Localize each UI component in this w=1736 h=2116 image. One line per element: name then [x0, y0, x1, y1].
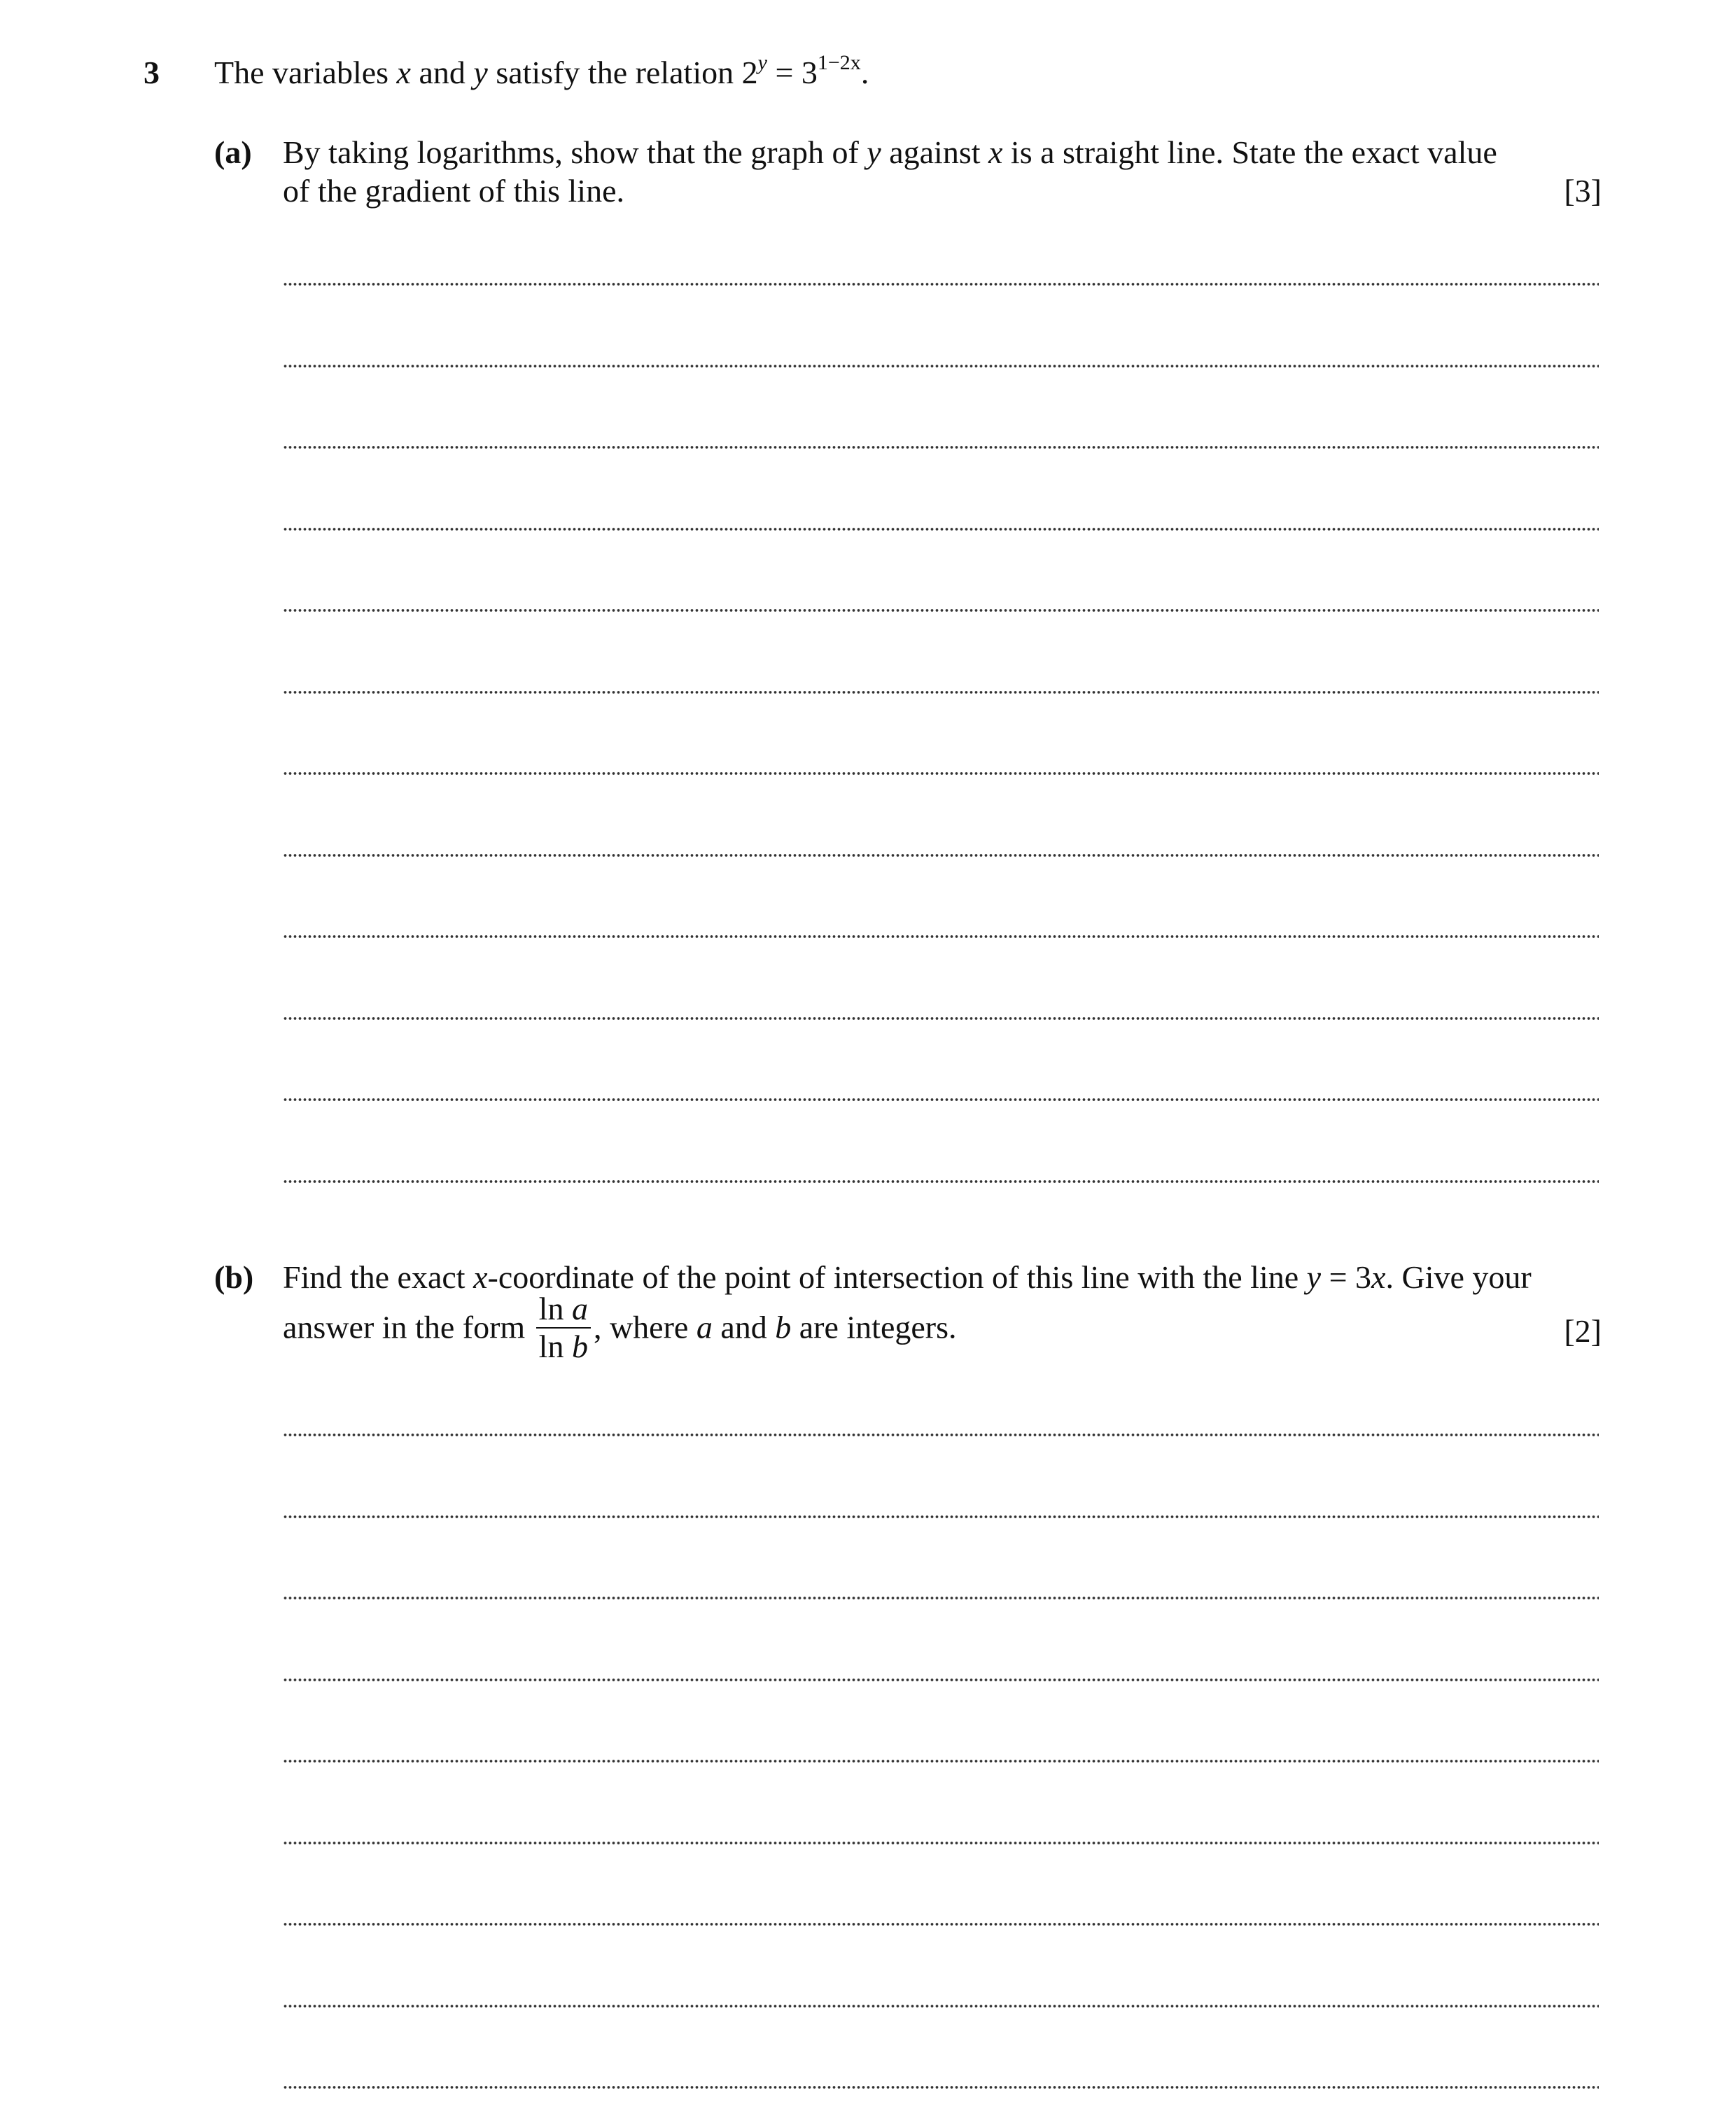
part-b-line2: answer in the form $\frac{\text{ln a}}{\text{ln b}}$ , where a and b are integers. [283, 1291, 957, 1364]
part-b-answer-line[interactable] [283, 1433, 1599, 1437]
part-a-line1: By taking logarithms, show that the graph of y against x is a straight line. State the exact value [283, 134, 1497, 170]
part-a-label: (a) [214, 134, 252, 170]
part-b-answer-line[interactable] [283, 1678, 1599, 1682]
part-b-line1: Find the exact x-coordinate of the point of intersection of this line with the line y = 3x. Give your [283, 1259, 1532, 1295]
part-a-answer-line[interactable] [283, 1098, 1599, 1102]
fraction-numerator: ln a [536, 1291, 591, 1329]
part-b-answer-line[interactable] [283, 1922, 1599, 1926]
part-b-answer-line[interactable] [283, 2004, 1599, 2008]
part-a-answer-line[interactable] [283, 690, 1599, 694]
part-b-answer-line[interactable] [283, 1515, 1599, 1519]
part-a-answer-line[interactable] [283, 934, 1599, 939]
part-b-answer-line[interactable] [283, 2085, 1599, 2089]
part-b-answer-line[interactable] [283, 1596, 1599, 1600]
part-a-answer-line[interactable] [283, 364, 1599, 368]
part-a-marks: [3] [1564, 173, 1602, 209]
part-b-marks: [2] [1564, 1313, 1602, 1349]
part-a-answer-line[interactable] [283, 445, 1599, 449]
fraction [536, 1291, 591, 1365]
part-a-answer-line[interactable] [283, 527, 1599, 531]
part-b-label: (b) [214, 1259, 254, 1295]
part-a-answer-line[interactable] [283, 1016, 1599, 1021]
question-stem: The variables x and y satisfy the relation $2^y = 3^{1-2x}$. [214, 51, 869, 90]
part-a-answer-line[interactable] [283, 282, 1599, 286]
part-a-answer-line[interactable] [283, 1179, 1599, 1184]
part-b-answer-line[interactable] [283, 1759, 1599, 1763]
part-b-answer-line[interactable] [283, 1841, 1599, 1845]
part-a-line2: of the gradient of this line. [283, 173, 624, 209]
fraction-denominator: ln b [538, 1329, 588, 1364]
part-a-answer-line[interactable] [283, 771, 1599, 776]
question-number: 3 [144, 55, 160, 90]
part-a-answer-line[interactable] [283, 608, 1599, 612]
part-a-answer-line[interactable] [283, 853, 1599, 857]
